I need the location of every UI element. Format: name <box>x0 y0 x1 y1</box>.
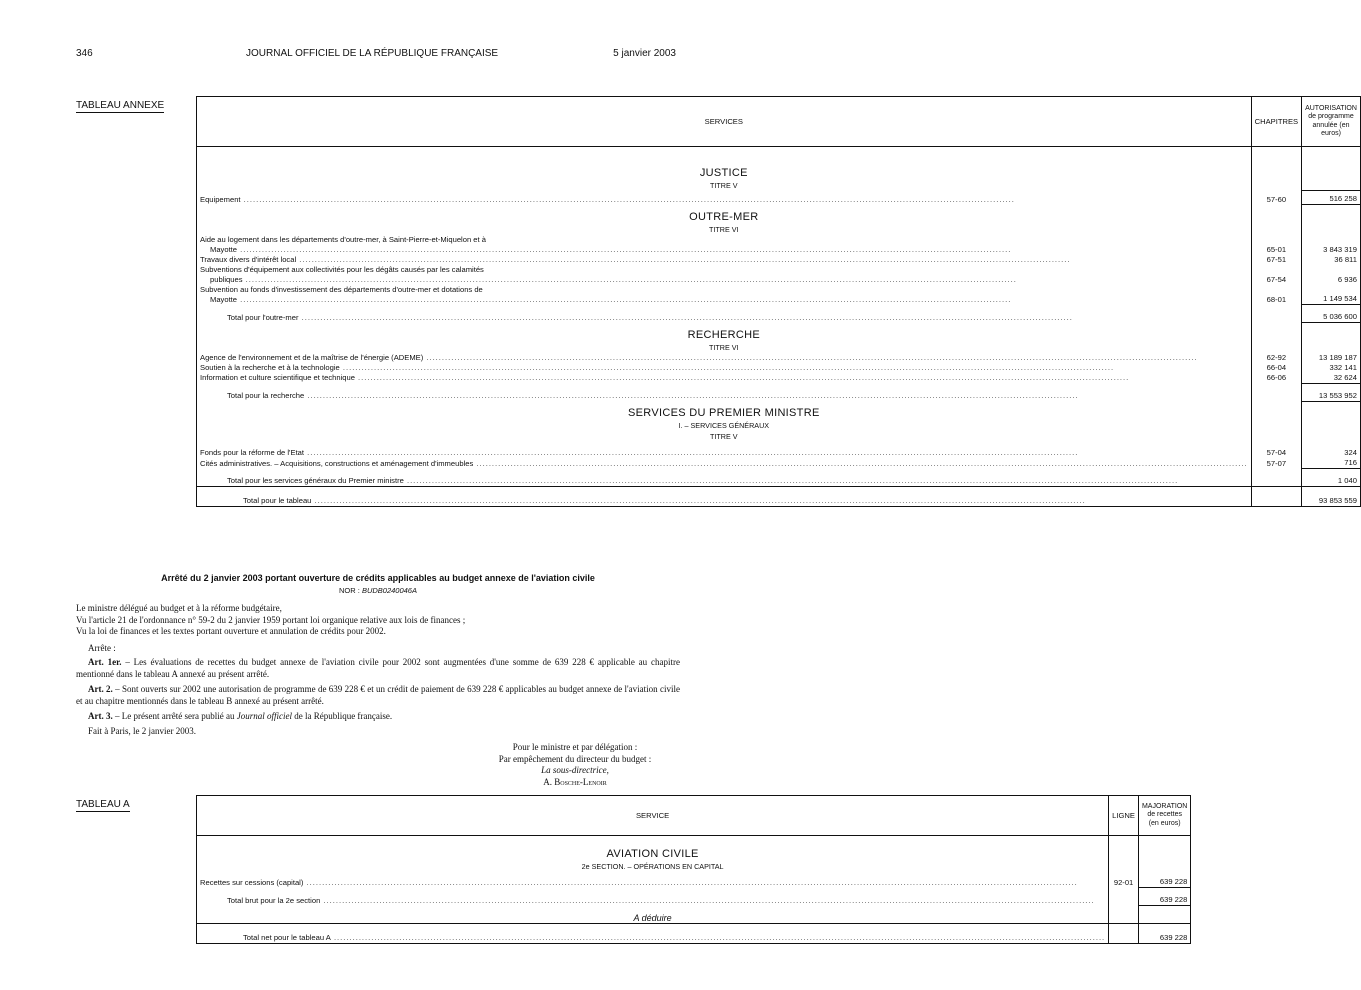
table-row: Fonds pour la réforme de l'Etat ..... 57-04 324 <box>197 442 1361 458</box>
decree-arrete: Arrête : <box>88 642 116 653</box>
decree-intro-1: Le ministre délégué au budget et à la réforme budgétaire, <box>76 603 282 613</box>
table-row: Subvention au fonds d'investissement des départements d'outre-mer et dotations de Mayotte ..... 68-01 1 149 534 <box>197 285 1361 305</box>
table-row: Aide au logement dans les départements d'outre-mer, à Saint-Pierre-et-Miquelon et à Mayotte ..... 65-01 3 843 319 <box>197 235 1361 255</box>
col-ligne: LIGNE <box>1109 796 1139 836</box>
section-outremer: OUTRE-MER <box>689 210 759 223</box>
signature-block: Pour le ministre et par délégation : Par empêchement du directeur du budget : La sous-directrice, A. Bosche-Lenoir <box>498 742 652 787</box>
table-row: Travaux divers d'intérêt local ..... 67-51 36 811 <box>197 255 1361 265</box>
total-net-row: Total net pour le tableau A ..... 639 228 <box>197 924 1191 944</box>
table-row: Subventions d'équipement aux collectivités pour les dégâts causés par les calamités publiques ..... 67-54 6 936 <box>197 265 1361 285</box>
decree-intro-3: Vu la loi de finances et les textes portant ouverture et annulation de crédits pour 2002. <box>76 626 386 636</box>
table-row: Cités administratives. – Acquisitions, constructions et aménagement d'immeubles ..... 57-07 716 <box>197 458 1361 469</box>
col-autorisation: AUTORISATION de programme annulée (en euros) <box>1302 97 1361 147</box>
total-row: Total pour la recherche ..... 13 553 952 <box>197 383 1361 401</box>
tableau-a-label: TABLEAU A <box>76 799 130 810</box>
page-number: 346 <box>76 48 93 59</box>
tableau-a-table <box>196 795 1191 944</box>
col-service: SERVICE <box>197 796 1109 836</box>
table-row: Soutien à la recherche et à la technologie ..... 66-04 332 141 <box>197 363 1361 373</box>
section-premier-ministre: SERVICES DU PREMIER MINISTRE <box>628 407 820 419</box>
article-2: Art. 2. – Sont ouverts sur 2002 une autorisation de programme de 639 228 € et un crédit de paiement de 639 228 € applicables au budget annexe de l'aviation civile et au chapitre mentionnés dans le tableau B annexé au présent arrêté. <box>76 684 680 706</box>
outremer-titre: TITRE VI <box>709 224 739 234</box>
section-2: 2e SECTION. – OPÉRATIONS EN CAPITAL <box>581 861 724 871</box>
decree <box>76 573 680 737</box>
grand-total-row: Total pour le tableau ..... 93 853 559 <box>197 487 1361 507</box>
total-row: Total pour l'outre-mer ..... 5 036 600 <box>197 305 1361 323</box>
table-row: Agence de l'environnement et de la maîtrise de l'énergie (ADEME) ..... 62-92 13 189 187 <box>197 353 1361 363</box>
journal-title: JOURNAL OFFICIEL DE LA RÉPUBLIQUE FRANÇAISE <box>246 48 499 59</box>
total-row: Total brut pour la 2e section ..... 639 228 <box>197 888 1191 906</box>
annex-table <box>196 96 1361 507</box>
annex-label: TABLEAU ANNEXE <box>76 100 165 111</box>
issue-date: 5 janvier 2003 <box>613 48 676 59</box>
article-3: Art. 3. – Le présent arrêté sera publié au Journal officiel de la République française. <box>88 711 393 721</box>
article-1: Art. 1er. – Les évaluations de recettes du budget annexe de l'aviation civile pour 2002 sont augmentées d'une somme de 639 228 € applicable au chapitre mentionné dans le tableau A annexé au présent arrêté. <box>76 657 680 679</box>
decree-title: Arrêté du 2 janvier 2003 portant ouverture de crédits applicables au budget annexe de l'aviation civile <box>161 573 595 583</box>
justice-titre: TITRE V <box>710 180 738 190</box>
total-row: Total pour les services généraux du Premier ministre ..... 1 040 <box>197 469 1361 487</box>
recherche-titre: TITRE VI <box>709 342 739 352</box>
spm-subtitle: I. – SERVICES GÉNÉRAUX <box>678 421 770 430</box>
table-row: Information et culture scientifique et technique ..... 66-06 32 624 <box>197 373 1361 384</box>
table-row: Equipement ..... 57-60 516 258 <box>197 191 1361 205</box>
spm-titre: TITRE V <box>710 432 738 441</box>
col-chapitres: CHAPITRES <box>1251 97 1301 147</box>
section-justice: JUSTICE <box>699 166 748 179</box>
decree-intro-2: Vu l'article 21 de l'ordonnance n° 59-2 du 2 janvier 1959 portant loi organique relative aux lois de finances ; <box>76 614 466 625</box>
section-recherche: RECHERCHE <box>687 328 760 341</box>
decree-nor: NOR : BUDB0240046A <box>339 585 417 595</box>
col-majoration: MAJORATION de recettes (en euros) <box>1138 796 1190 836</box>
table-row: Recettes sur cessions (capital) ..... 92-01 639 228 <box>197 872 1191 888</box>
section-aviation-civile: AVIATION CIVILE <box>606 847 699 860</box>
col-services: SERVICES <box>197 97 1252 147</box>
a-deduire: A déduire <box>633 913 672 923</box>
decree-fait: Fait à Paris, le 2 janvier 2003. <box>88 725 196 736</box>
